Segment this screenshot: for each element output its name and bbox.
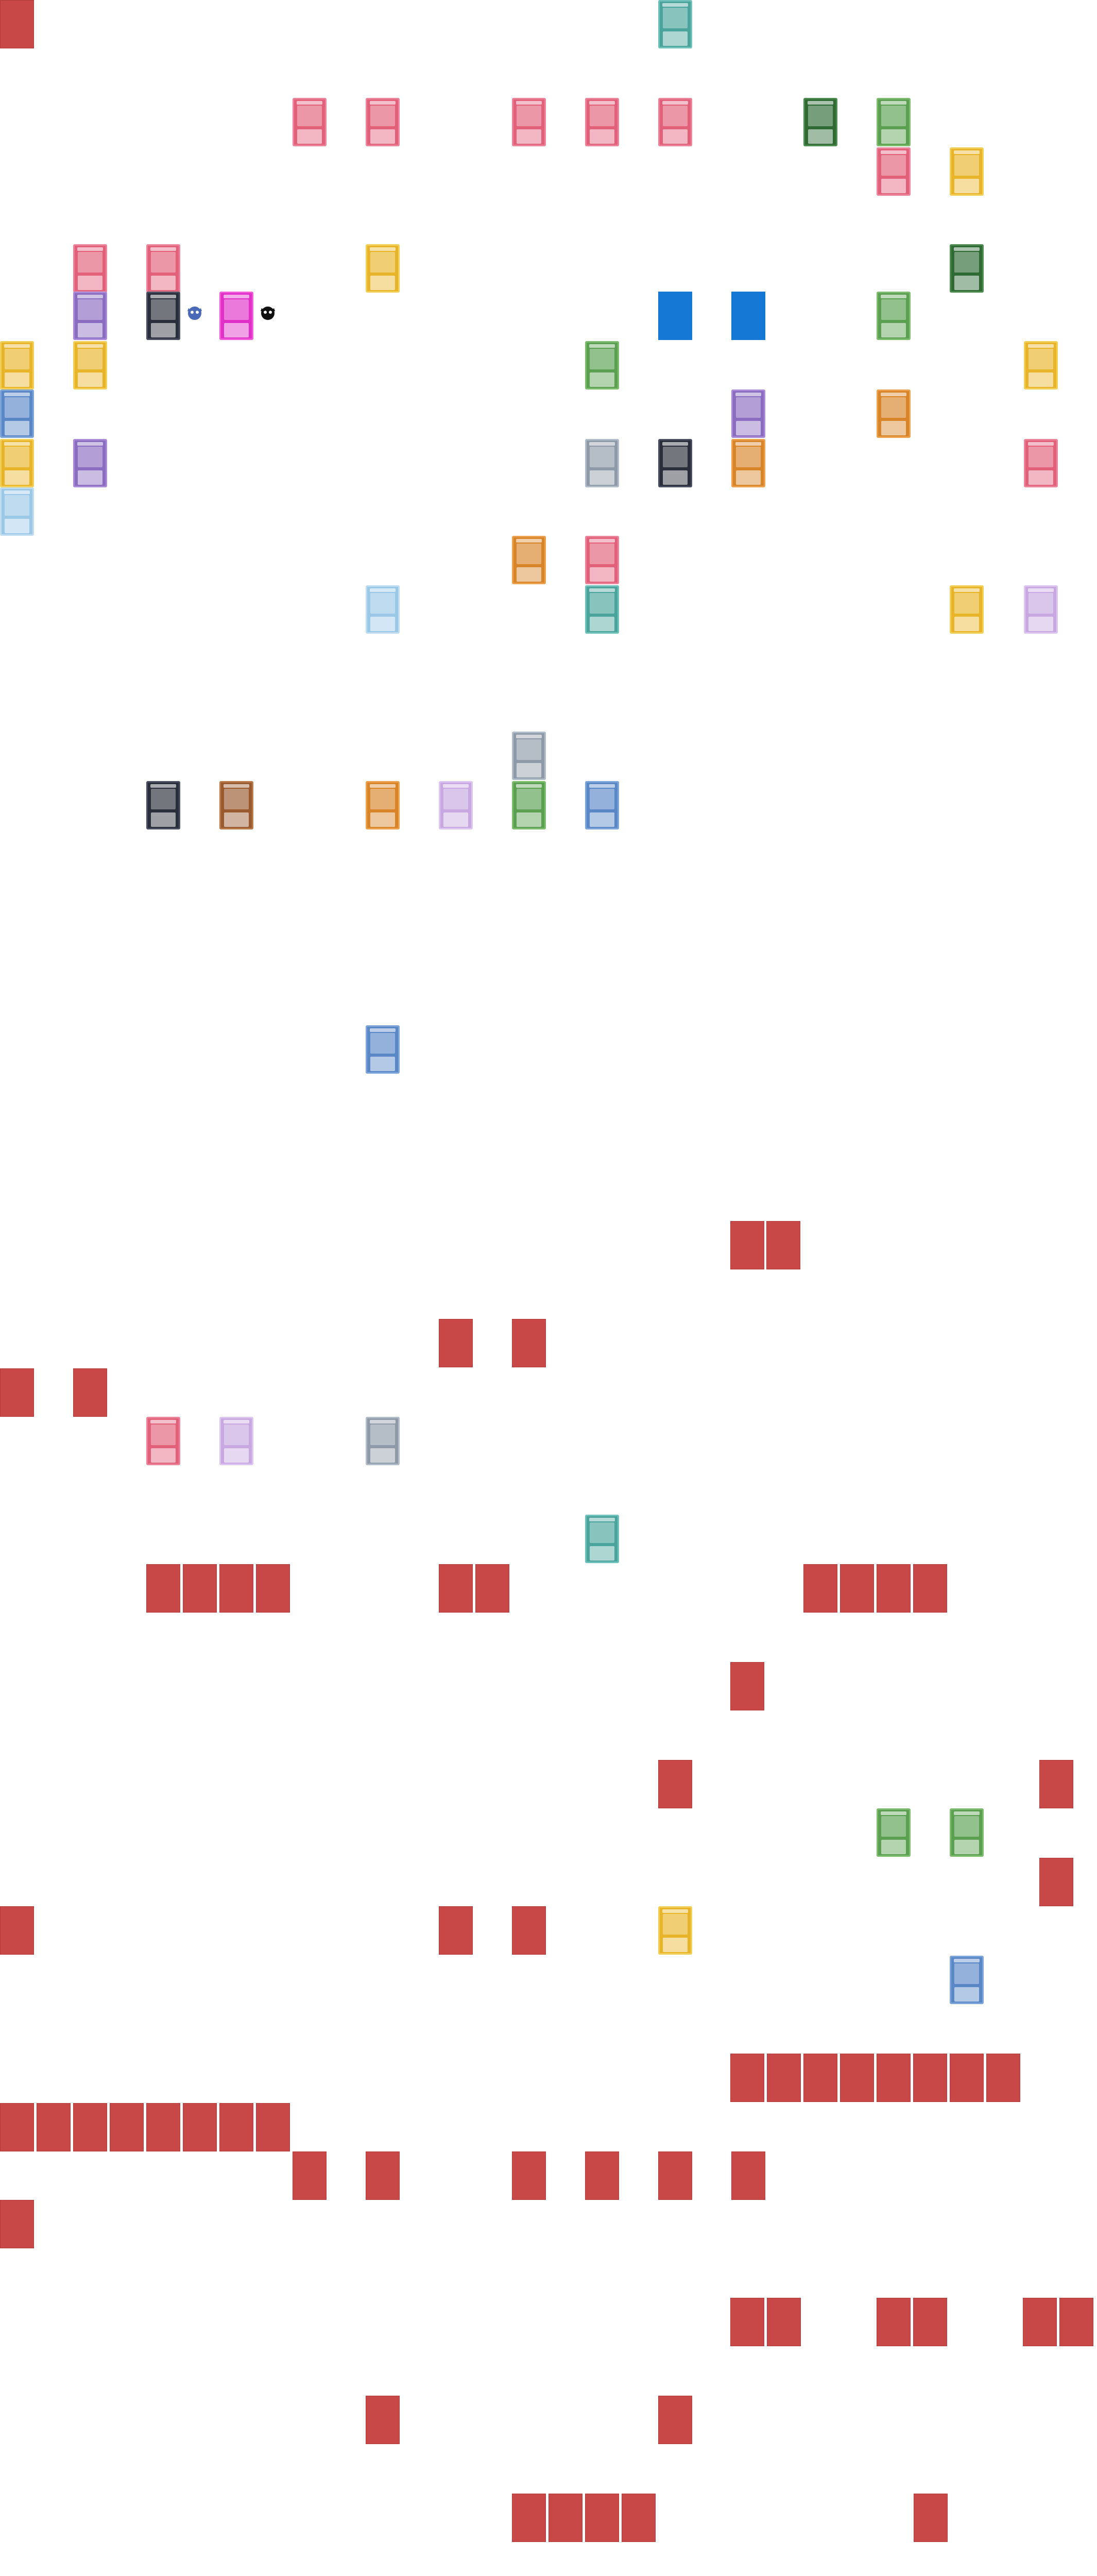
placeholder-card[interactable] bbox=[37, 2103, 71, 2151]
pokemon-card-artwork[interactable] bbox=[658, 0, 692, 48]
card-subtitle bbox=[234, 2108, 238, 2109]
card-subtitle bbox=[52, 2108, 56, 2109]
placeholder-card[interactable] bbox=[293, 2151, 327, 2200]
pokemon-card-artwork[interactable] bbox=[219, 292, 253, 340]
pokemon-card-artwork[interactable] bbox=[146, 1417, 180, 1465]
card-caption bbox=[307, 2152, 312, 2154]
card-caption bbox=[1038, 2298, 1042, 2300]
placeholder-card[interactable] bbox=[840, 1564, 874, 1613]
pokemon-card-artwork[interactable] bbox=[146, 292, 180, 340]
pokemon-card-artwork[interactable] bbox=[658, 1906, 692, 1955]
card-subtitle bbox=[527, 1324, 531, 1325]
placeholder-card[interactable] bbox=[914, 2494, 948, 2542]
pokemon-sprite-icon bbox=[258, 302, 278, 323]
placeholder-card[interactable] bbox=[1039, 1760, 1073, 1808]
card-caption bbox=[818, 1565, 822, 1567]
pokemon-card-artwork[interactable] bbox=[950, 585, 984, 634]
pokemon-card-artwork[interactable] bbox=[512, 732, 546, 780]
card-caption bbox=[673, 2396, 677, 2398]
card-caption bbox=[88, 1369, 92, 1371]
card-caption bbox=[892, 2298, 896, 2300]
placeholder-card[interactable] bbox=[256, 2103, 290, 2151]
card-subtitle bbox=[527, 2156, 531, 2157]
pokemon-card-artwork[interactable] bbox=[219, 1417, 253, 1465]
card-caption bbox=[527, 1907, 531, 1909]
card-subtitle bbox=[1001, 2058, 1005, 2059]
pokemon-card-artwork[interactable] bbox=[658, 98, 692, 146]
card-caption bbox=[928, 2054, 932, 2056]
card-subtitle bbox=[673, 2156, 677, 2157]
card-caption bbox=[745, 2298, 749, 2300]
pokemon-card-artwork[interactable] bbox=[585, 781, 619, 829]
pokemon-card-artwork[interactable] bbox=[658, 439, 692, 487]
placeholder-card[interactable] bbox=[439, 1319, 473, 1367]
card-caption bbox=[490, 1565, 494, 1567]
placeholder-card[interactable] bbox=[146, 1564, 180, 1613]
placeholder-card[interactable] bbox=[366, 2151, 400, 2200]
pokemon-card-artwork[interactable] bbox=[585, 98, 619, 146]
card-subtitle bbox=[198, 2108, 202, 2109]
card-caption bbox=[198, 1565, 202, 1567]
placeholder-card-blue[interactable] bbox=[731, 292, 765, 340]
card-caption bbox=[563, 2494, 568, 2496]
card-subtitle bbox=[563, 2498, 568, 2499]
placeholder-card[interactable] bbox=[877, 2298, 911, 2346]
pokemon-card-artwork[interactable] bbox=[366, 585, 400, 634]
card-subtitle bbox=[527, 1911, 531, 1912]
pokemon-card-artwork[interactable] bbox=[950, 147, 984, 196]
pokemon-card-artwork[interactable] bbox=[877, 1808, 911, 1857]
pokemon-card-artwork[interactable] bbox=[950, 244, 984, 293]
pokemon-card-artwork[interactable] bbox=[950, 1808, 984, 1857]
card-caption bbox=[929, 2494, 933, 2496]
card-subtitle bbox=[125, 2108, 129, 2109]
pokemon-card-artwork[interactable] bbox=[1024, 341, 1058, 389]
placeholder-card[interactable] bbox=[730, 2054, 764, 2102]
pokemon-card-artwork[interactable] bbox=[512, 98, 546, 146]
card-subtitle bbox=[929, 2498, 933, 2499]
placeholder-card[interactable] bbox=[913, 2298, 947, 2346]
card-subtitle bbox=[161, 2108, 165, 2109]
placeholder-card[interactable] bbox=[1023, 2298, 1057, 2346]
card-subtitle bbox=[15, 1373, 19, 1374]
pokemon-card-artwork[interactable] bbox=[366, 1025, 400, 1074]
card-subtitle bbox=[271, 2108, 275, 2109]
placeholder-card[interactable] bbox=[950, 2054, 984, 2102]
pokemon-card-artwork[interactable] bbox=[146, 781, 180, 829]
card-subtitle bbox=[892, 2058, 896, 2059]
placeholder-card[interactable] bbox=[730, 1221, 764, 1269]
card-subtitle bbox=[855, 2058, 859, 2059]
pokemon-card-artwork[interactable] bbox=[219, 781, 253, 829]
card-caption bbox=[454, 1319, 458, 1321]
card-caption bbox=[855, 2054, 859, 2056]
placeholder-card-blue[interactable] bbox=[658, 292, 692, 340]
card-subtitle bbox=[454, 1911, 458, 1912]
placeholder-card[interactable] bbox=[730, 1662, 764, 1710]
pokemon-card-artwork[interactable] bbox=[585, 536, 619, 584]
card-caption bbox=[271, 1565, 275, 1567]
pokemon-card-artwork[interactable] bbox=[73, 292, 107, 340]
pokemon-card-artwork[interactable] bbox=[585, 439, 619, 487]
card-subtitle bbox=[892, 1569, 896, 1570]
card-subtitle bbox=[1054, 1765, 1058, 1766]
card-caption bbox=[1074, 2298, 1078, 2300]
card-subtitle bbox=[88, 2108, 92, 2109]
pokemon-card-artwork[interactable] bbox=[146, 244, 180, 293]
card-subtitle bbox=[161, 1569, 165, 1570]
card-subtitle bbox=[15, 2108, 19, 2109]
pokemon-card-artwork[interactable] bbox=[731, 439, 765, 487]
card-caption bbox=[928, 1565, 932, 1567]
card-subtitle bbox=[782, 2058, 786, 2059]
pokemon-card-artwork[interactable] bbox=[366, 781, 400, 829]
placeholder-card[interactable] bbox=[256, 1564, 290, 1613]
card-caption bbox=[161, 2104, 165, 2106]
placeholder-card[interactable] bbox=[0, 2200, 34, 2248]
pokemon-card-artwork[interactable] bbox=[1024, 439, 1058, 487]
placeholder-card[interactable] bbox=[658, 1760, 692, 1808]
card-caption bbox=[600, 2152, 604, 2154]
card-caption bbox=[527, 2494, 531, 2496]
card-subtitle bbox=[454, 1569, 458, 1570]
placeholder-card[interactable] bbox=[585, 2494, 619, 2542]
placeholder-card[interactable] bbox=[219, 1564, 253, 1613]
card-subtitle bbox=[15, 1911, 19, 1912]
pokemon-card-artwork[interactable] bbox=[0, 341, 34, 389]
card-subtitle bbox=[928, 2302, 932, 2303]
placeholder-card[interactable] bbox=[585, 2151, 619, 2200]
pokemon-card-artwork[interactable] bbox=[1024, 585, 1058, 634]
card-caption bbox=[855, 1565, 859, 1567]
pokemon-card-artwork[interactable] bbox=[366, 98, 400, 146]
placeholder-card[interactable] bbox=[219, 2103, 253, 2151]
placeholder-card[interactable] bbox=[913, 1564, 947, 1613]
placeholder-card[interactable] bbox=[439, 1906, 473, 1955]
card-caption bbox=[892, 1565, 896, 1567]
placeholder-card[interactable] bbox=[767, 2298, 801, 2346]
pokemon-card-artwork[interactable] bbox=[512, 781, 546, 829]
card-subtitle bbox=[381, 2400, 385, 2401]
placeholder-card[interactable] bbox=[913, 2054, 947, 2102]
card-subtitle bbox=[88, 1373, 92, 1374]
card-subtitle bbox=[745, 2058, 749, 2059]
pokemon-card-artwork[interactable] bbox=[293, 98, 327, 146]
placeholder-card[interactable] bbox=[366, 2396, 400, 2444]
card-subtitle bbox=[527, 2498, 531, 2499]
card-caption bbox=[745, 1222, 749, 1224]
card-caption bbox=[381, 2152, 385, 2154]
placeholder-card[interactable] bbox=[840, 2054, 874, 2102]
pokemon-card-artwork[interactable] bbox=[73, 439, 107, 487]
pokemon-sprite-icon bbox=[184, 302, 205, 323]
card-subtitle bbox=[15, 5, 19, 6]
placeholder-card[interactable] bbox=[512, 2494, 546, 2542]
card-caption bbox=[15, 1369, 19, 1371]
placeholder-card[interactable] bbox=[548, 2494, 582, 2542]
card-caption bbox=[125, 2104, 129, 2106]
card-subtitle bbox=[1038, 2302, 1042, 2303]
placeholder-card[interactable] bbox=[730, 2298, 764, 2346]
card-subtitle bbox=[234, 1569, 238, 1570]
card-subtitle bbox=[637, 2498, 641, 2499]
placeholder-card[interactable] bbox=[658, 2151, 692, 2200]
placeholder-card[interactable] bbox=[1039, 1858, 1073, 1906]
pokemon-card-artwork[interactable] bbox=[585, 341, 619, 389]
card-caption bbox=[454, 1565, 458, 1567]
placeholder-card[interactable] bbox=[0, 1906, 34, 1955]
card-caption bbox=[161, 1565, 165, 1567]
card-subtitle bbox=[782, 2302, 786, 2303]
pokemon-card-artwork[interactable] bbox=[366, 244, 400, 293]
pokemon-card-artwork[interactable] bbox=[366, 1417, 400, 1465]
card-caption bbox=[600, 2494, 604, 2496]
card-caption bbox=[15, 1, 19, 3]
pokemon-card-artwork[interactable] bbox=[0, 389, 34, 438]
placeholder-card[interactable] bbox=[475, 1564, 509, 1613]
card-caption bbox=[673, 2152, 677, 2154]
card-caption bbox=[746, 2152, 750, 2154]
pokemon-card-artwork[interactable] bbox=[73, 341, 107, 389]
card-subtitle bbox=[855, 1569, 859, 1570]
card-subtitle bbox=[490, 1569, 494, 1570]
placeholder-card[interactable] bbox=[622, 2494, 656, 2542]
card-caption bbox=[271, 2104, 275, 2106]
placeholder-card[interactable] bbox=[877, 1564, 911, 1613]
placeholder-card[interactable] bbox=[0, 0, 34, 48]
placeholder-card[interactable] bbox=[512, 1906, 546, 1955]
card-caption bbox=[745, 1663, 749, 1665]
placeholder-card[interactable] bbox=[183, 1564, 217, 1613]
card-caption bbox=[928, 2298, 932, 2300]
placeholder-card[interactable] bbox=[877, 2054, 911, 2102]
placeholder-card[interactable] bbox=[439, 1564, 473, 1613]
placeholder-card[interactable] bbox=[986, 2054, 1020, 2102]
card-caption bbox=[892, 2054, 896, 2056]
pokemon-card-artwork[interactable] bbox=[803, 98, 837, 146]
card-subtitle bbox=[745, 2302, 749, 2303]
card-caption bbox=[1054, 1760, 1058, 1762]
placeholder-card[interactable] bbox=[0, 2103, 34, 2151]
pokemon-card-artwork[interactable] bbox=[877, 292, 911, 340]
card-caption bbox=[88, 2104, 92, 2106]
card-subtitle bbox=[928, 1569, 932, 1570]
card-subtitle bbox=[198, 1569, 202, 1570]
card-caption bbox=[234, 1565, 238, 1567]
card-subtitle bbox=[15, 2205, 19, 2206]
pokemon-card-artwork[interactable] bbox=[877, 389, 911, 438]
card-subtitle bbox=[673, 2400, 677, 2401]
card-caption bbox=[454, 1907, 458, 1909]
card-subtitle bbox=[745, 1667, 749, 1668]
card-subtitle bbox=[928, 2058, 932, 2059]
placeholder-card[interactable] bbox=[731, 2151, 765, 2200]
pokemon-card-artwork[interactable] bbox=[73, 244, 107, 293]
card-caption bbox=[782, 2054, 786, 2056]
card-caption bbox=[198, 2104, 202, 2106]
pokemon-card-artwork[interactable] bbox=[877, 147, 911, 196]
card-caption bbox=[781, 1222, 785, 1224]
card-subtitle bbox=[454, 1324, 458, 1325]
placeholder-card[interactable] bbox=[0, 1368, 34, 1417]
card-caption bbox=[673, 1760, 677, 1762]
pokemon-card-artwork[interactable] bbox=[0, 439, 34, 487]
card-subtitle bbox=[600, 2498, 604, 2499]
pokemon-card-artwork[interactable] bbox=[439, 781, 473, 829]
placeholder-card[interactable] bbox=[658, 2396, 692, 2444]
placeholder-card[interactable] bbox=[766, 1221, 800, 1269]
card-subtitle bbox=[781, 1226, 785, 1227]
card-caption bbox=[818, 2054, 822, 2056]
placeholder-card[interactable] bbox=[512, 1319, 546, 1367]
pokemon-card-artwork[interactable] bbox=[512, 536, 546, 584]
card-subtitle bbox=[271, 1569, 275, 1570]
card-caption bbox=[1054, 1858, 1058, 1860]
card-caption bbox=[782, 2298, 786, 2300]
placeholder-card[interactable] bbox=[110, 2103, 144, 2151]
card-subtitle bbox=[1074, 2302, 1078, 2303]
placeholder-card[interactable] bbox=[767, 2054, 801, 2102]
placeholder-card[interactable] bbox=[183, 2103, 217, 2151]
placeholder-card[interactable] bbox=[73, 2103, 107, 2151]
placeholder-card[interactable] bbox=[803, 1564, 837, 1613]
card-caption bbox=[15, 2104, 19, 2106]
placeholder-card[interactable] bbox=[803, 2054, 837, 2102]
card-subtitle bbox=[818, 1569, 822, 1570]
card-caption bbox=[637, 2494, 641, 2496]
pokemon-card-artwork[interactable] bbox=[731, 389, 765, 438]
pokemon-card-artwork[interactable] bbox=[877, 98, 911, 146]
card-subtitle bbox=[673, 1765, 677, 1766]
card-caption bbox=[15, 1907, 19, 1909]
placeholder-card[interactable] bbox=[146, 2103, 180, 2151]
card-subtitle bbox=[818, 2058, 822, 2059]
card-caption bbox=[965, 2054, 969, 2056]
placeholder-card[interactable] bbox=[512, 2151, 546, 2200]
card-caption bbox=[1001, 2054, 1005, 2056]
pokemon-card-artwork[interactable] bbox=[0, 487, 34, 536]
card-subtitle bbox=[381, 2156, 385, 2157]
pokemon-card-artwork[interactable] bbox=[585, 585, 619, 634]
card-caption bbox=[15, 2200, 19, 2202]
card-caption bbox=[234, 2104, 238, 2106]
pokemon-card-artwork[interactable] bbox=[950, 1956, 984, 2004]
card-subtitle bbox=[1054, 1862, 1058, 1863]
pokemon-card-artwork[interactable] bbox=[585, 1515, 619, 1563]
card-subtitle bbox=[746, 2156, 750, 2157]
placeholder-card[interactable] bbox=[73, 1368, 107, 1417]
card-caption bbox=[527, 1319, 531, 1321]
card-caption bbox=[381, 2396, 385, 2398]
card-subtitle bbox=[892, 2302, 896, 2303]
card-caption bbox=[745, 2054, 749, 2056]
placeholder-card[interactable] bbox=[1059, 2298, 1093, 2346]
card-subtitle bbox=[600, 2156, 604, 2157]
card-caption bbox=[52, 2104, 56, 2106]
card-caption bbox=[527, 2152, 531, 2154]
card-subtitle bbox=[965, 2058, 969, 2059]
card-subtitle bbox=[745, 1226, 749, 1227]
card-subtitle bbox=[307, 2156, 312, 2157]
